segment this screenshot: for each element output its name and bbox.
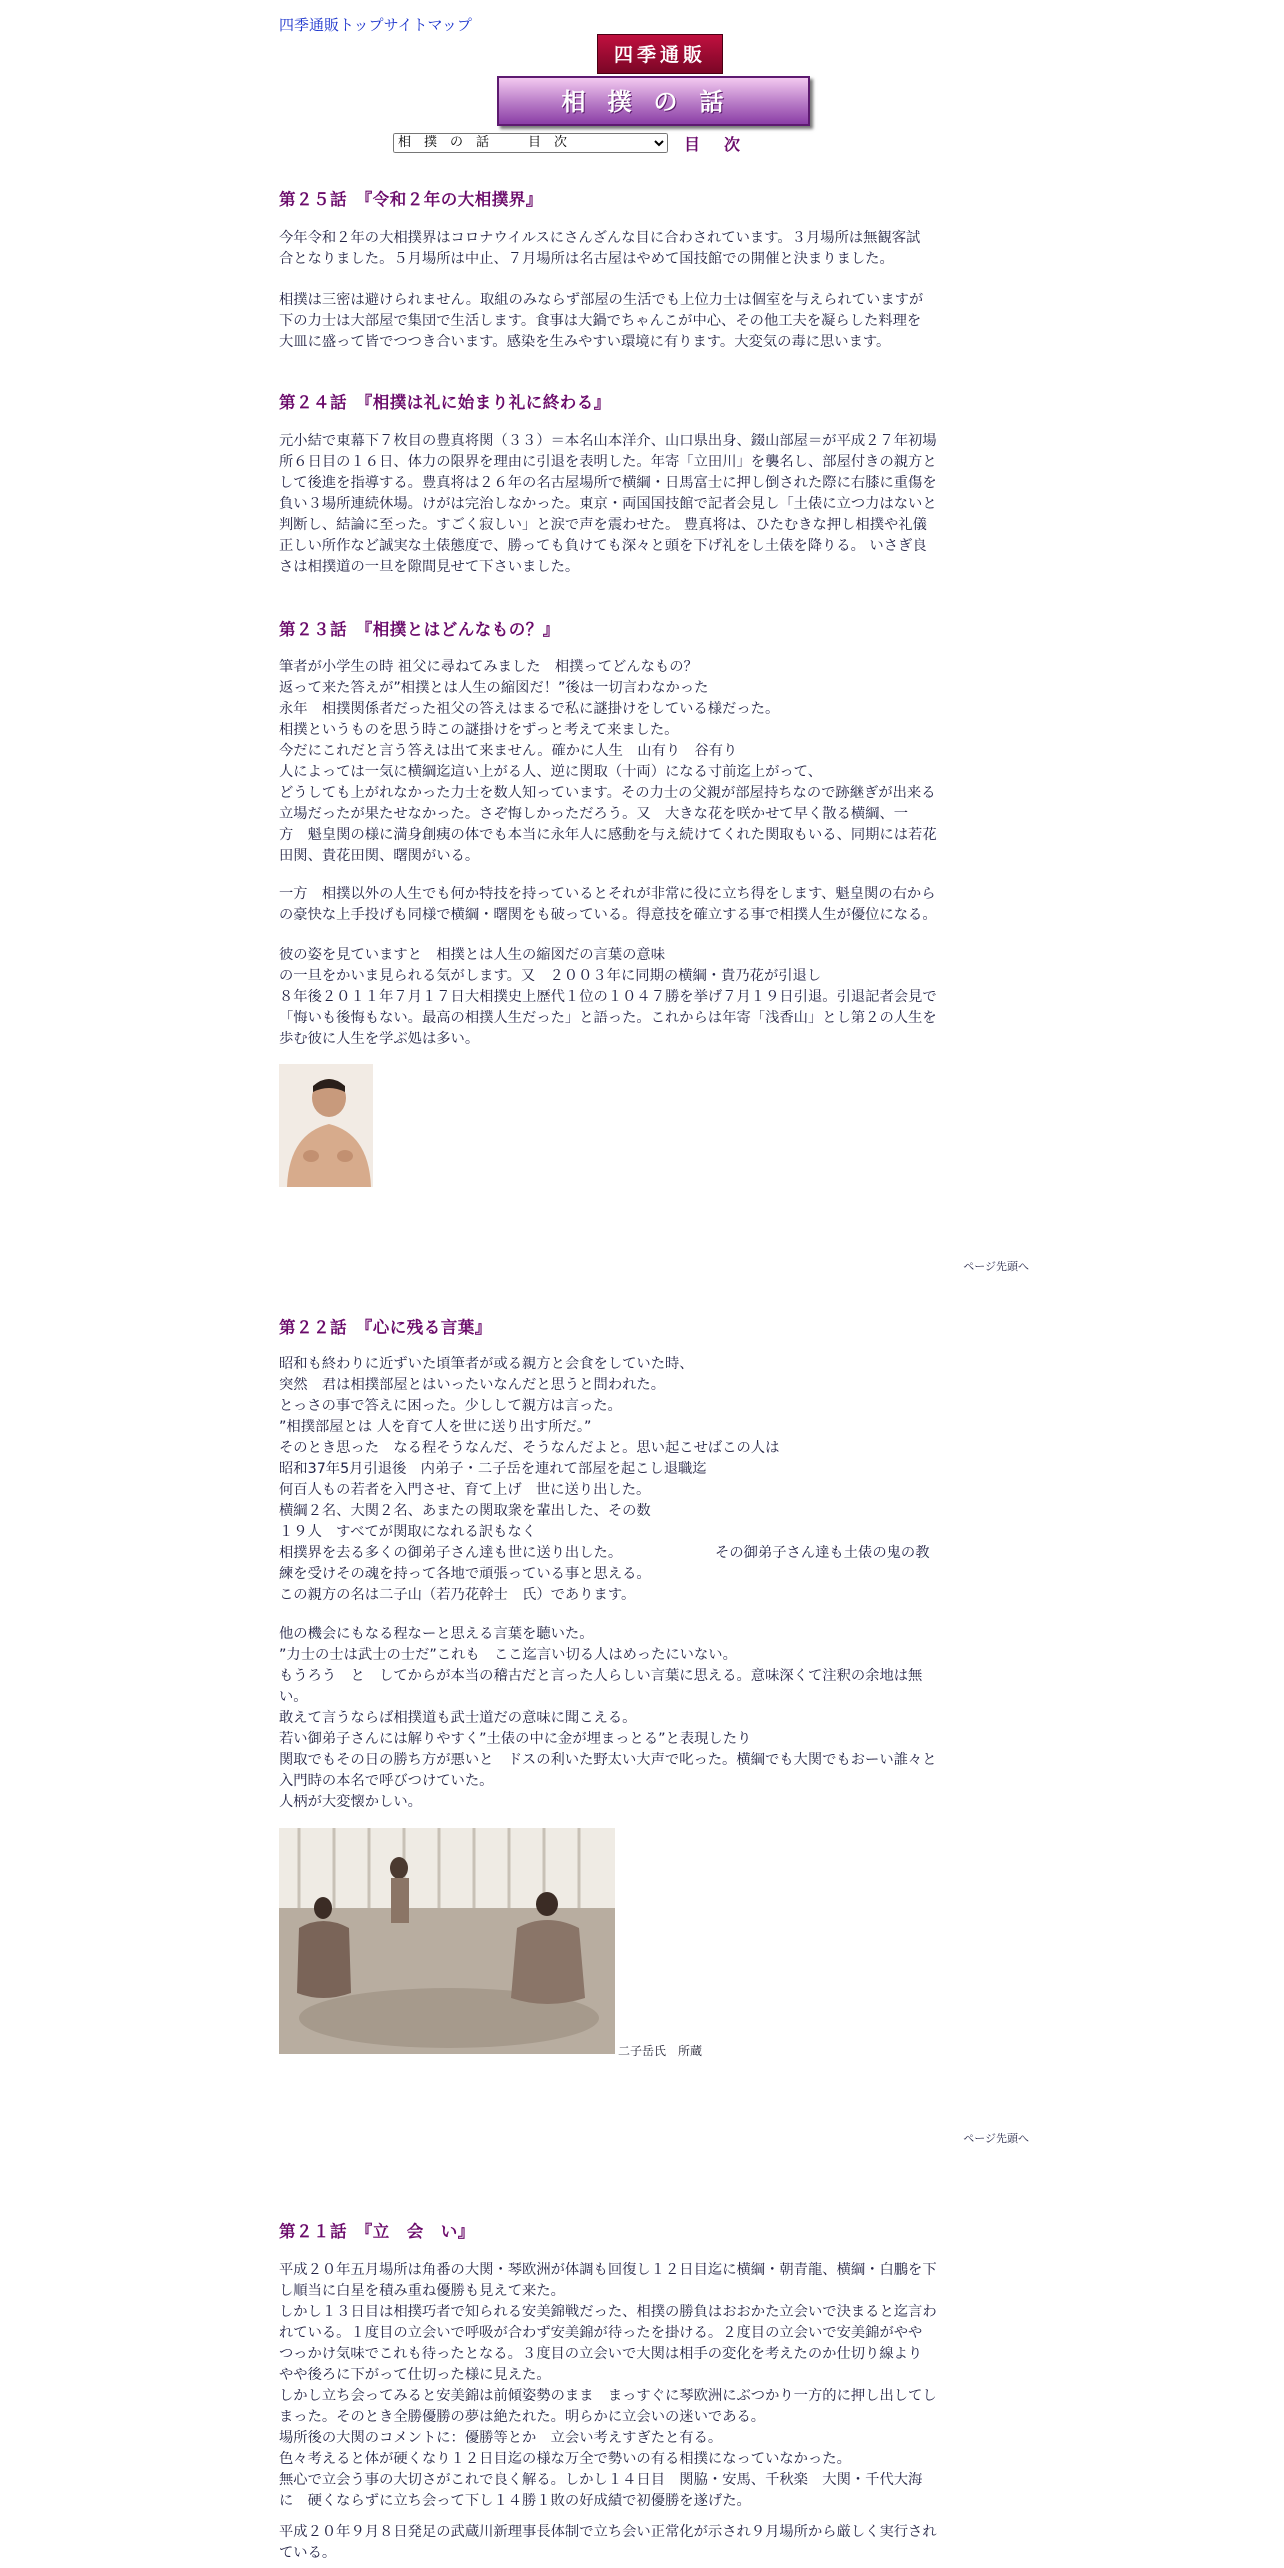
sumo-story-banner: 相撲の話 [497,76,810,126]
section-21-paragraph: 平成２０年９月８日発足の武蔵川新理事長体制で立ち会い正常化が示され９月場所から厳しく実行され ている。 [279,2524,937,2561]
section-25-paragraph: 今年令和２年の大相撲界はコロナウイルスにさんざんな目に合わされています。３月場所は無観客試 合となりました。５月場所は中止、７月場所は名古屋はやめて国技館での開催と決まりました。 [279,230,921,267]
top-links [279,14,472,35]
sitemap-link[interactable]: サイトマップ [383,16,472,34]
page-top-link[interactable]: ページ先頭へ [963,2132,1029,2145]
toc-select[interactable] [393,133,668,153]
section-23-paragraph: 筆者が小学生の時 祖父に尋ねてみました 相撲ってどんなもの？ 返って来た答えが”相撲とは人生の縮図だ！”後は一切言わなかった 永年 相撲関係者だった祖父の答えはまるで私に謎掛けをしている様だった。 相撲というものを思う時この謎掛けをずっと考えて来ました。 今だにこれだと言う答えは出て来ません。確かに人生 山有り 谷有り 人によっては一気に横綱迄這い上がる人、逆に関取（十両）になる寸前迄上がって、 どうしても上がれなかった力士を数人知っています。その力士の父親が部屋持ちなので跡継ぎが出来る 立場だったが果たせなかった。さぞ悔しかっただろう。又 大きな花を咲かせて早く散る横綱、一 方 魁皇関の様に満身創痍の体でも本当に永年人に感動を与え続けてくれた関取もいる、同期には若花 田関、貴花田関、曙関がいる。 [279,659,937,864]
shop-logo[interactable]: 四季通販 [597,34,723,74]
section-title-22: 第２２話 『心に残る言葉』 [279,1318,492,1337]
photo-caption: 二子岳氏 所蔵 [618,2044,703,2058]
section-23-paragraph: 一方 相撲以外の人生でも何か特技を持っているとそれが非常に役に立ち得をします、魁皇関の右から の豪快な上手投げも同様で横綱・曙関をも破っている。得意技を確立する事で相撲人生が優位になる。 [279,886,937,923]
section-title-23: 第２３話 『相撲とはどんなもの？』 [279,620,560,639]
section-22-paragraph: 昭和も終わりに近ずいた頃筆者が或る親方と会食をしていた時、 突然 君は相撲部屋とはいったいなんだと思うと問われた。 とっさの事で答えに困った。少しして親方は言った。 ”相撲部屋とは 人を育て人を世に送り出す所だ。” そのとき思った なる程そうなんだ、そうなんだよと。思い起こせばこの人は 昭和37年5月引退後 内弟子・二子岳を連れて部屋を起こし退職迄 何百人もの若者を入門させ、育て上げ 世に送り出した。 横綱２名、大関２名、あまたの関取衆を輩出した、その数 １９人 すべてが関取になれる訳もなく 相撲界を去る多くの御弟子さん達も世に送り出した。 その御弟子さん達も土俵の鬼の教 練を受けその魂を持って各地で頑張っている事と思える。 この親方の名は二子山（若乃花幹士 氏）であります。 [279,1356,930,1603]
section-21-paragraph: 平成２０年五月場所は角番の大関・琴欧洲が体調も回復し１２日目迄に横綱・朝青龍、横綱・白鵬を下 し順当に白星を積み重ね優勝も見えて来た。 しかし１３日目は相撲巧者で知られる安美錦戦だった、相撲の勝負はおおかた立会いで決まると迄言わ れている。１度目の立会いで呼吸が合わず安美錦が待ったを掛ける。２度目の立会いで安美錦がやや つっかけ気味でこれも待ったとなる。３度目の立会いで大関は相手の変化を考えたのか仕切り線より やや後ろに下がって仕切った様に見えた。 しかし立ち会ってみると安美錦は前傾姿勢のまま まっすぐに琴欧洲にぶつかり一方的に押し出してし まった。そのとき全勝優勝の夢は絶たれた。明らかに立会いの迷いである。 場所後の大関のコメントに：優勝等とか 立会い考えすぎたと有る。 色々考えると体が硬くなり１２日目迄の様な万全で勢いの有る相撲になっていなかった。 無心で立会う事の大切さがこれで良く解る。しかし１４日目 関脇・安馬、千秋楽 大関・千代大海 に 硬くならずに立ち会って下し１４勝１敗の好成績で初優勝を遂げた。 [279,2262,937,2509]
futagodake-photo [279,1828,615,2054]
section-22-paragraph: 他の機会にもなる程なーと思える言葉を聴いた。 ”力士の士は武士の士だ”これも ここ迄言い切る人はめったにいない。 もうろう と してからが本当の稽古だと言った人らしい言葉に思える。意味深くて注釈の余地は無 い。 敢えて言うならば相撲道も武士道だの意味に聞こえる。 若い御弟子さんには解りやすく”土俵の中に金が埋まっとる”と表現したり 関取でもその日の勝ち方が悪いと ドスの利いた野太い大声で叱った。横綱でも大関でもおーい誰々と 入門時の本名で呼びつけていた。 人柄が大変懐かしい。 [279,1626,937,1810]
page-top-link[interactable]: ページ先頭へ [963,1260,1029,1273]
shop-top-link[interactable]: 四季通販トップ [279,16,384,34]
section-23-paragraph: 彼の姿を見ていますと 相撲とは人生の縮図だの言葉の意味 の一旦をかいま見られる気がします。又 ２００３年に同期の横綱・貴乃花が引退し ８年後２０１１年７月１７日大相撲史上歴代１位の１０４７勝を挙げ７月１９日引退。引退記者会見で 「悔いも後悔もない。最高の相撲人生だった」と語った。これからは年寄「浅香山」とし第２の人生を 歩む彼に人生を学ぶ処は多い。 [279,947,937,1047]
section-title-24: 第２４話 『相撲は礼に始まり礼に終わる』 [279,393,611,412]
toc-label[interactable]: 目 次 [684,135,745,154]
toc-nav [393,131,745,154]
section-25-paragraph: 相撲は三密は避けられません。取組のみならず部屋の生活でも上位力士は個室を与えられていますが 下の力士は大部屋で集団で生活します。食事は大鍋でちゃんこが中心、その他工夫を凝らした料理を 大皿に盛って皆でつつき合います。感染を生みやすい環境に有ります。大変気の毒に思います。 [279,292,924,350]
section-title-21: 第２１話 『立 会 い』 [279,2222,475,2241]
section-title-25: 第２５話 『令和２年の大相撲界』 [279,190,543,209]
kaio-photo [279,1064,373,1187]
section-24-paragraph: 元小結で東幕下７枚目の豊真将関（３３）＝本名山本洋介、山口県出身、錣山部屋＝が平成２７年初場 所６日目の１６日、体力の限界を理由に引退を表明した。年寄「立田川」を襲名し、部屋付きの親方と して後進を指導する。豊真将は２６年の名古屋場所で横綱・日馬富士に押し倒された際に右膝に重傷を 負い３場所連続休場。けがは完治しなかった。東京・両国国技館で記者会見し「土俵に立つ力はないと 判断し、結論に至った。すごく寂しい」と涙で声を震わせた。 豊真将は、ひたむきな押し相撲や礼儀 正しい所作など誠実な土俵態度で、勝っても負けても深々と頭を下げ礼をし土俵を降りる。 いさぎ良 さは相撲道の一旦を隙間見せて下さいました。 [279,433,937,575]
